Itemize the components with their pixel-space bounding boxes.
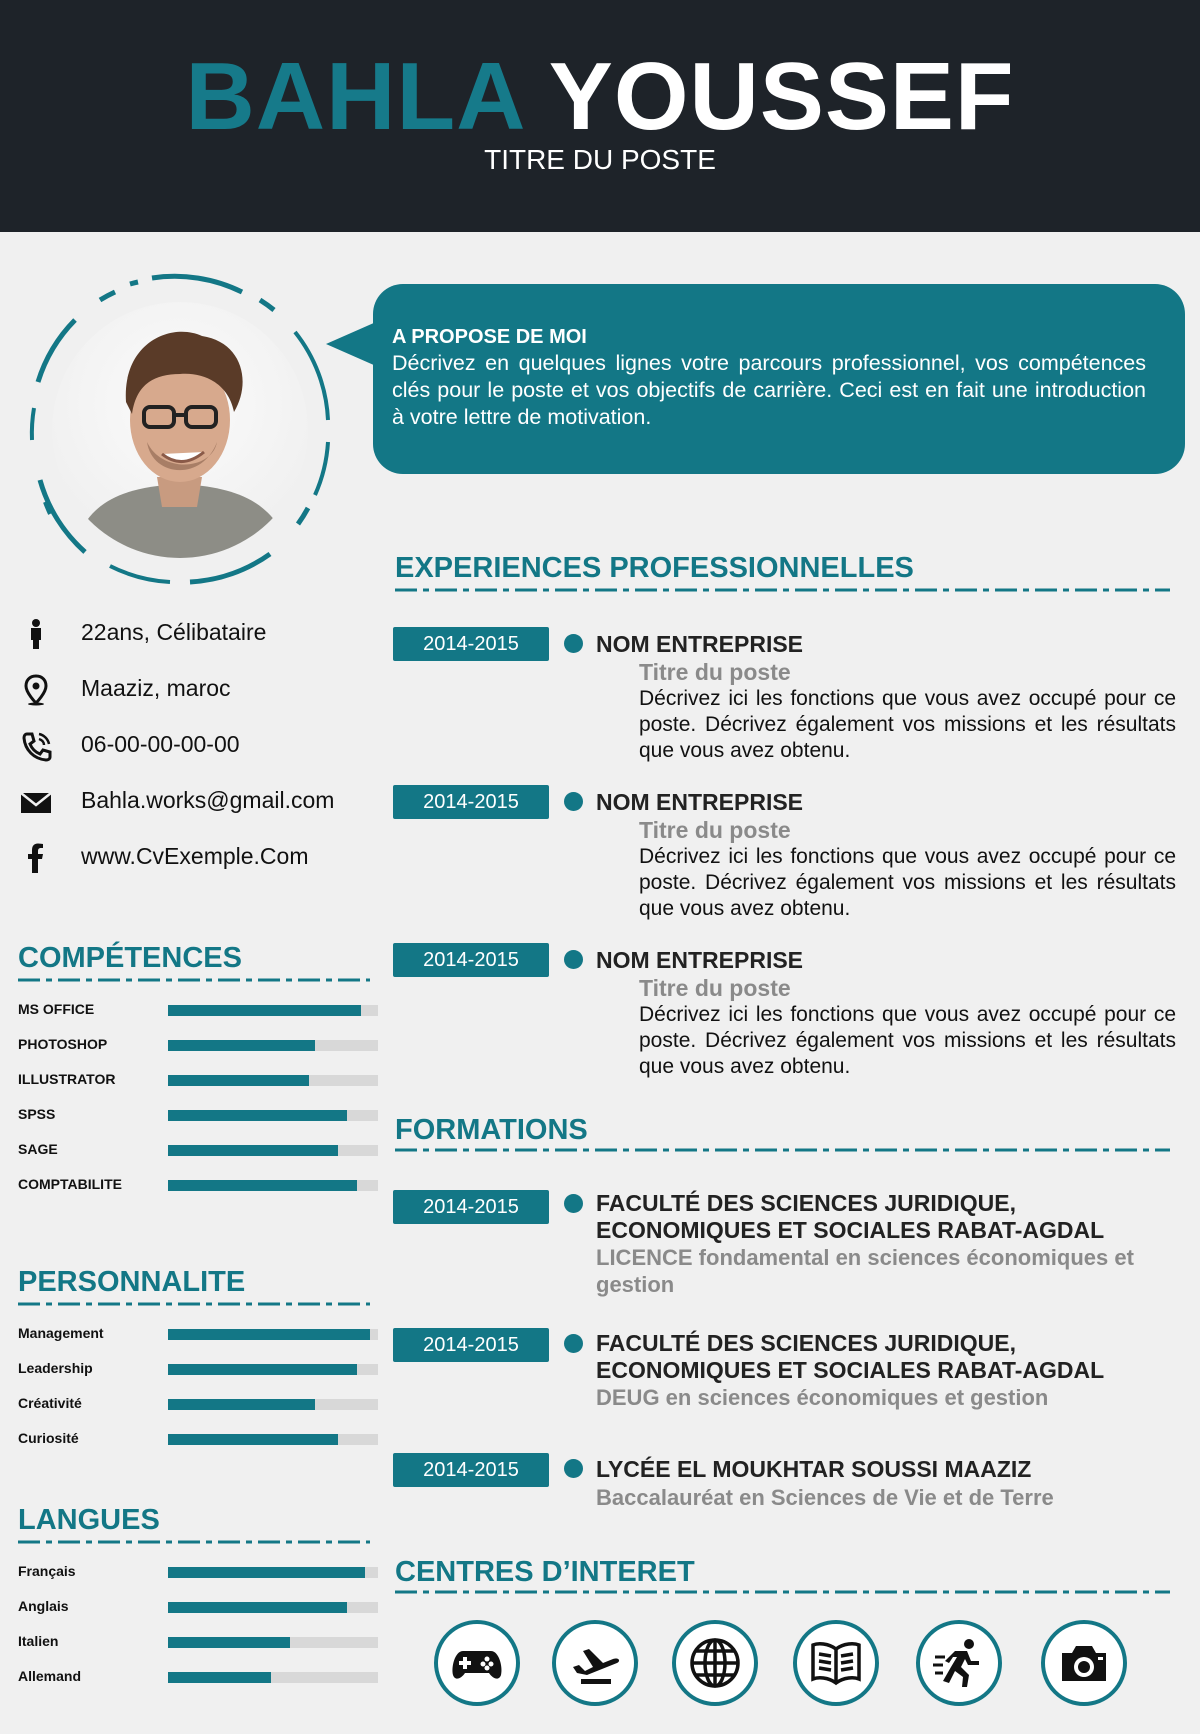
skills-section-title: COMPÉTENCES [18,942,242,974]
language-level-bar [168,1637,290,1648]
portrait-image [52,302,308,558]
period-badge: 2014-2015 [393,785,549,819]
personality-row: Leadership [18,1359,378,1379]
profile-photo [20,270,340,590]
skill-row: PHOTOSHOP [18,1035,378,1055]
phone-icon [18,730,54,762]
position-title: Titre du poste [639,975,791,1001]
contact-age [18,616,358,652]
skill-row: COMPTABILITE [18,1175,378,1195]
position-title: Titre du poste [639,659,791,685]
personality-level-bar [168,1364,357,1375]
full-name [0,42,1200,152]
skill-level-bar [168,1005,361,1016]
section-divider [18,1302,370,1306]
contact-phone-text: 06-00-00-00-00 [81,731,240,757]
about-me-text: Décrivez en quelques lignes votre parcours professionnel, vos compétences clés pour le poste et vos objectifs de carrière. Ceci est en fait une introduction à votre lettre de motivation. [392,351,1146,429]
language-level-bar [168,1567,365,1578]
section-divider [18,978,370,982]
airplane-icon [569,1637,621,1689]
company-name: NOM ENTREPRISE [596,947,804,973]
first-name: BAHLA [185,43,523,150]
section-divider [395,588,1170,592]
contact-location-text: Maaziz, maroc [81,675,231,701]
camera-icon [1058,1637,1110,1689]
company-name: NOM ENTREPRISE [596,631,804,657]
skill-row: ILLUSTRATOR [18,1070,378,1090]
contact-website-text: www.CvExemple.Com [81,843,309,869]
gamepad-icon [451,1637,503,1689]
personality-row: Curiosité [18,1429,378,1449]
header-banner [0,0,1200,232]
timeline-dot [564,1194,583,1213]
school-name: FACULTÉ DES SCIENCES JURIDIQUE, ECONOMIQUES ET SOCIALES RABAT-AGDAL [596,1190,1105,1243]
speech-bubble-tail [326,322,376,366]
location-pin-icon [18,674,54,706]
last-name: YOUSSEF [548,43,1015,150]
contact-website [18,840,358,876]
period-badge: 2014-2015 [393,627,549,661]
language-level-bar [168,1602,347,1613]
interest-gaming [434,1620,520,1706]
person-silhouette-icon [52,302,308,558]
contact-email [18,784,358,820]
position-description: Décrivez ici les fonctions que vous avez occupé pour ce poste. Décrivez également vos missions et les résultats que vous avez obtenu. [639,845,1176,920]
school-name: LYCÉE EL MOUKHTAR SOUSSI MAAZIZ [596,1456,1032,1482]
section-divider [395,1148,1170,1152]
language-level-bar [168,1672,271,1683]
envelope-icon [18,786,54,818]
contact-age-text: 22ans, Célibataire [81,619,267,645]
education-section-title: FORMATIONS [395,1114,588,1146]
company-name: NOM ENTREPRISE [596,789,804,815]
skill-row: SPSS [18,1105,378,1125]
personality-section-title: PERSONNALITE [18,1266,246,1298]
period-badge: 2014-2015 [393,1328,549,1362]
interests-section-title: CENTRES D’INTERET [395,1556,695,1588]
skill-level-bar [168,1145,338,1156]
job-title: TITRE DU POSTE [484,144,716,175]
skill-level-bar [168,1075,309,1086]
position-description: Décrivez ici les fonctions que vous avez occupé pour ce poste. Décrivez également vos missions et les résultats que vous avez obtenu. [639,1003,1176,1078]
running-icon [933,1637,985,1689]
language-row: Anglais [18,1597,378,1617]
globe-icon [689,1637,741,1689]
personality-level-bar [168,1434,338,1445]
contact-email-text: Bahla.works@gmail.com [81,787,335,813]
timeline-dot [564,1334,583,1353]
degree-name: Baccalauréat en Sciences de Vie et de Terre [596,1485,1054,1510]
skill-level-bar [168,1110,347,1121]
languages-section-title: LANGUES [18,1504,160,1536]
period-badge: 2014-2015 [393,943,549,977]
timeline-dot [564,634,583,653]
book-icon [810,1637,862,1689]
facebook-icon [18,842,54,874]
about-me-title: A PROPOSE DE MOI [392,326,587,348]
interest-sport [916,1620,1002,1706]
timeline-dot [564,792,583,811]
interest-travel [552,1620,638,1706]
contact-phone [18,728,358,764]
contact-location [18,672,358,708]
degree-name: LICENCE fondamental en sciences économiques et gestion [596,1245,1134,1297]
personality-row: Management [18,1324,378,1344]
section-divider [18,1540,370,1544]
interest-photography [1041,1620,1127,1706]
personality-row: Créativité [18,1394,378,1414]
school-name: FACULTÉ DES SCIENCES JURIDIQUE, ECONOMIQUES ET SOCIALES RABAT-AGDAL [596,1330,1105,1383]
person-icon [18,618,54,650]
position-description: Décrivez ici les fonctions que vous avez occupé pour ce poste. Décrivez également vos missions et les résultats que vous avez obtenu. [639,687,1176,762]
timeline-dot [564,1459,583,1478]
degree-name: DEUG en sciences économiques et gestion [596,1385,1049,1410]
language-row: Italien [18,1632,378,1652]
personality-level-bar [168,1399,315,1410]
skill-row: SAGE [18,1140,378,1160]
experience-section-title: EXPERIENCES PROFESSIONNELLES [395,552,914,584]
about-me-box [373,284,1185,474]
skill-row: MS OFFICE [18,1000,378,1020]
language-row: Allemand [18,1667,378,1687]
interest-world [672,1620,758,1706]
timeline-dot [564,950,583,969]
period-badge: 2014-2015 [393,1453,549,1487]
section-divider [395,1590,1170,1594]
position-title: Titre du poste [639,817,791,843]
interest-reading [793,1620,879,1706]
skill-level-bar [168,1180,357,1191]
period-badge: 2014-2015 [393,1190,549,1224]
personality-level-bar [168,1329,370,1340]
skill-level-bar [168,1040,315,1051]
language-row: Français [18,1562,378,1582]
